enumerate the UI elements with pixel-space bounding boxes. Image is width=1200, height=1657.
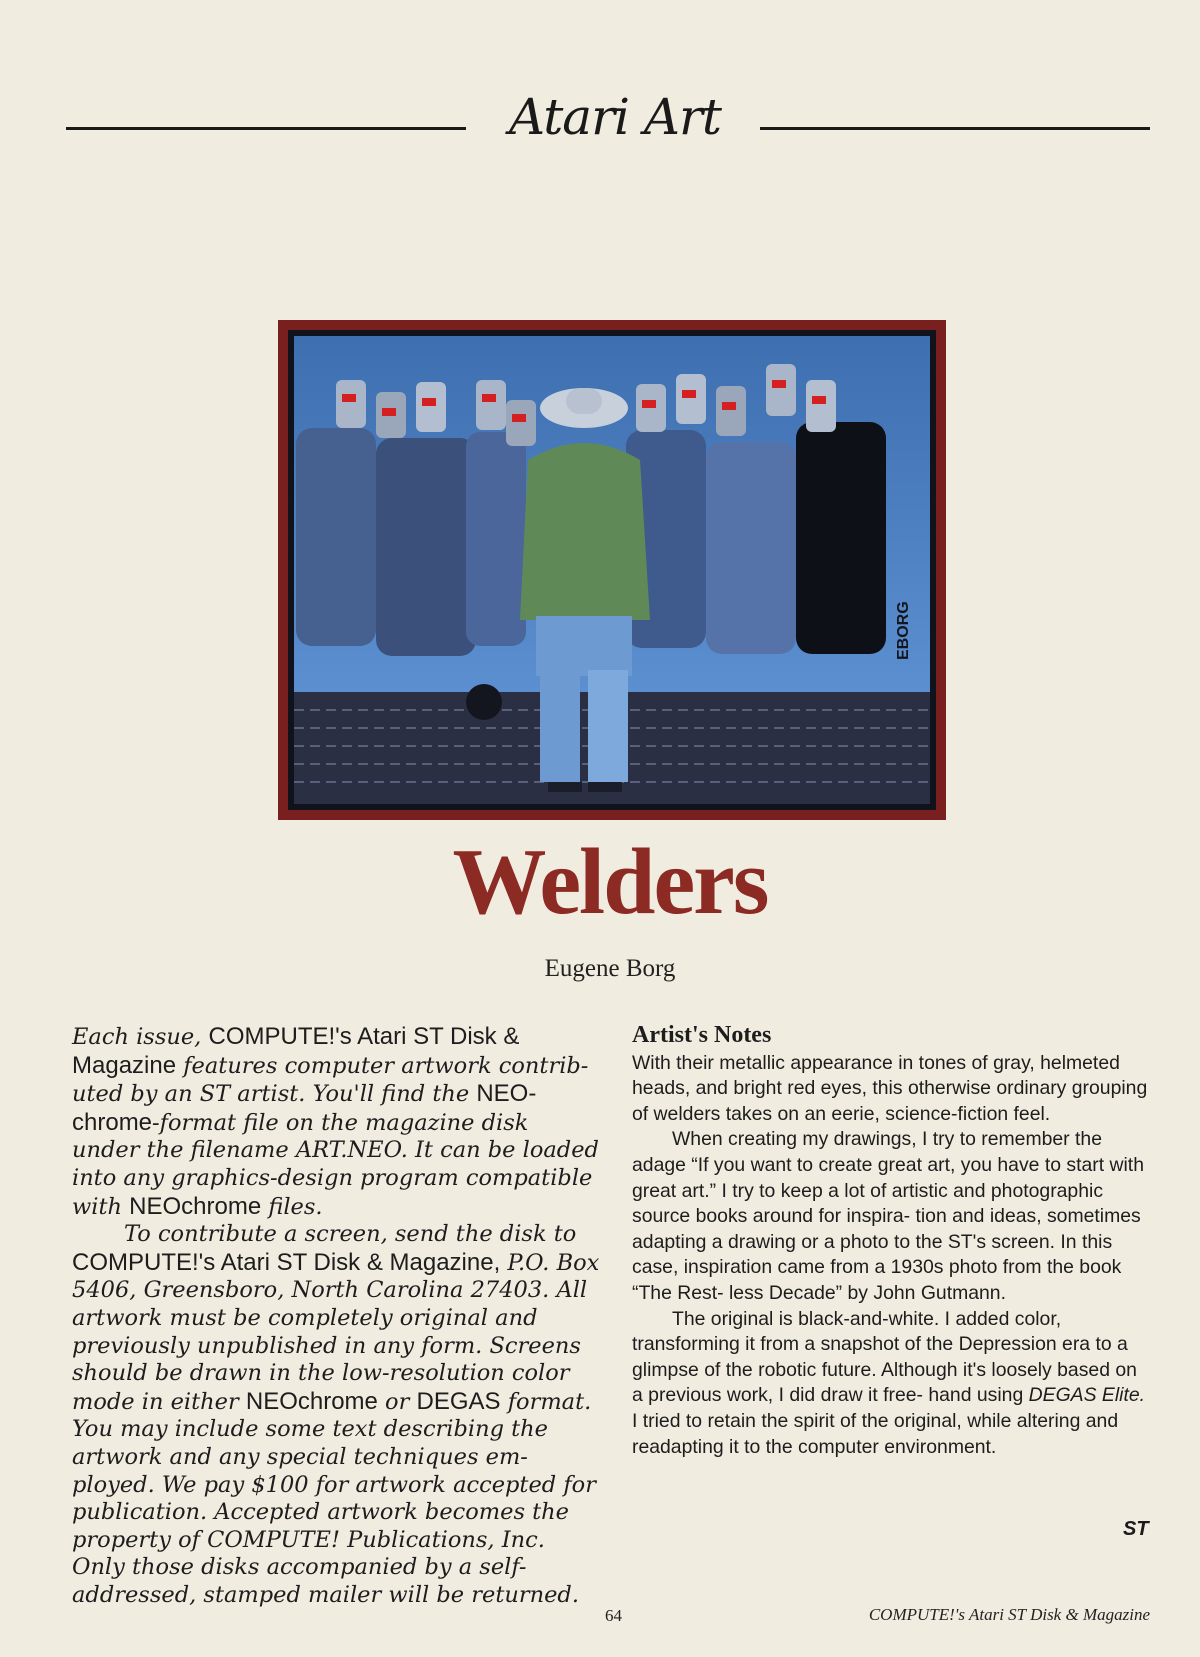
header-rule-right (760, 127, 1150, 130)
intro-paragraph: Each issue, COMPUTE!'s Atari ST Disk & Magazine features computer artwork contrib- uted by an ST artist. You'll find the NEO-chrome-format file on the magazine disk under the filename ART.NEO. It can be loaded into any graphics-design program compatible with NEOchrome files. (72, 1023, 599, 1220)
author-byline: Eugene Borg (544, 955, 676, 982)
notes-heading: Artist's Notes (632, 1022, 772, 1048)
helmet (336, 380, 366, 428)
intro-column (72, 1023, 602, 1609)
helmet (676, 374, 706, 424)
jeans-seat (536, 616, 632, 676)
helmet (476, 380, 506, 430)
jeans-right-leg (588, 670, 628, 782)
end-mark: ST (1123, 1518, 1149, 1540)
helmet (376, 392, 406, 438)
notes-paragraph: The original is black-and-white. I added color, transforming it from a snapshot of the Depression era to a glimpse of the robotic future. Although it's loosely based on a previous work, I did draw it free- hand using DEGAS Elite. I tried to retain the spirit of the original, while altering and readapting it to the computer environment. (632, 1307, 1146, 1458)
welder-body (466, 432, 526, 646)
notes-paragraph: With their metallic appearance in tones of gray, helmeted heads, and bright red eyes, this otherwise ordinary grouping of welders takes on an eerie, science-fiction feel. (632, 1051, 1148, 1125)
artist-signature: EBORG (895, 601, 912, 660)
green-jacket (520, 443, 650, 620)
artwork-frame (278, 320, 946, 820)
helmet (806, 380, 836, 432)
floor-object (466, 684, 502, 720)
section-title: Atari Art (508, 88, 722, 146)
helmet (716, 386, 746, 436)
helmet (766, 364, 796, 416)
welder-body (376, 438, 476, 656)
header-rule-left (66, 127, 466, 130)
notes-paragraph: When creating my drawings, I try to remember the adage “If you want to create great art, you have to start with great art.” I try to keep a lot of artistic and photographic source books around for inspira- tion and ideas, sometimes adapting a drawing or a photo to the ST's screen. In this case, inspiration came from a 1930s photo from the book “The Rest- less Decade” by John Gutmann. (632, 1128, 1144, 1304)
article-title: Welders (452, 830, 768, 934)
artist-notes-column (632, 1023, 1152, 1460)
welder-body (796, 422, 886, 654)
welder-body (296, 428, 376, 646)
publication-name: COMPUTE!'s Atari ST Disk & Magazine (868, 1605, 1150, 1624)
jeans-left-leg (540, 670, 580, 782)
helmet (636, 384, 666, 432)
welder-body (706, 442, 796, 654)
helmet (506, 400, 536, 446)
page-number: 64 (605, 1606, 622, 1625)
welders-artwork (288, 330, 936, 810)
helmet (416, 382, 446, 432)
submission-paragraph: To contribute a screen, send the disk to COMPUTE!'s Atari ST Disk & Magazine, P.O. Box 5406, Greensboro, North Carolina 27403. All artwork must be completely original and previously unpublished in any form. Screens should be drawn in the low-resolution color mode in either NEOchrome or DEGAS format. You may include some text describing the artwork and any special techniques em- ployed. We pay $100 for artwork accepted for publication. Accepted artwork becomes the property of COMPUTE! Publications, Inc. Only those disks accompanied by a self- addressed, stamped mailer will be returned. (72, 1221, 600, 1608)
